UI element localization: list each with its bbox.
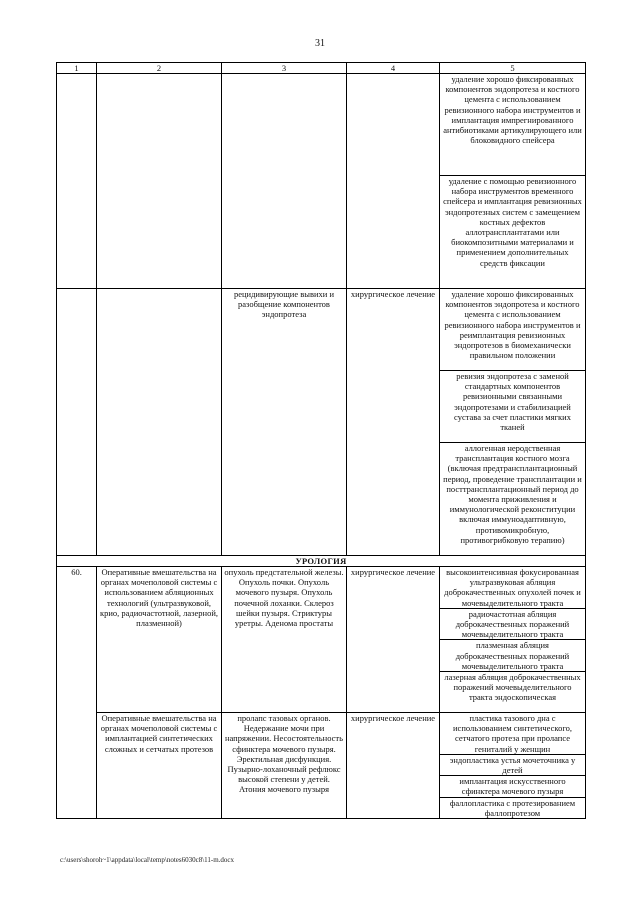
footer-file-path: c:\users\shoroh~1\appdata\local\temp\notes6030c8\11-m.docx xyxy=(60,856,235,864)
method-cell: удаление с помощью ревизионного набора инструментов временного спейсера и имплантация ревизионных эндопротезных систем с замещением костных дефектов аллотрансплантатами или биокомпозитными материалами и применением дополнительных средств фиксации xyxy=(440,176,586,289)
method-cell: удаление хорошо фиксированных компонентов эндопротеза и костного цемента с использованием ревизионного набора инструментов и реимплантация ревизионных эндопротезов в биомеханически правильном положении xyxy=(440,289,586,371)
page-number: 31 xyxy=(315,38,325,49)
table-row xyxy=(57,289,586,371)
method-cell: пластика тазового дна с использованием синтетического, сетчатого протеза при пролапсе гениталий у женщин xyxy=(440,713,586,755)
method-cell: радиочастотная абляция доброкачественных поражений мочевыделительного тракта xyxy=(440,608,586,640)
table-row xyxy=(57,567,586,609)
diagnosis-cell: пролапс тазовых органов. Недержание мочи при напряжении. Несостоятельность сфинктера мочевого пузыря. Эректильная дисфункция. Пузырно-лоханочный рефлюкс высокой степени у детей. Атония мочевого пузыря xyxy=(222,713,347,819)
treatment-cell: хирургическое лечение xyxy=(347,567,440,713)
row-number-cell: 60. xyxy=(57,567,97,819)
section-title-urology: УРОЛОГИЯ xyxy=(57,556,586,567)
method-cell: эндопластика устья мочеточника у детей xyxy=(440,754,586,775)
intervention-name-cell: Оперативные вмешательства на органах мочеполовой системы с использованием абляционных технологий (ультразвуковой, крио, радиочастотной, лазерной, плазменной) xyxy=(97,567,222,713)
method-cell: высокоинтенсивная фокусированная ультразвуковая абляция доброкачественных опухолей почек и мочевыделительного тракта xyxy=(440,567,586,609)
diagnosis-cell: опухоль предстательной железы. Опухоль почки. Опухоль мочевого пузыря. Опухоль почечной лоханки. Склероз шейки пузыря. Стриктуры уретры. Аденома простаты xyxy=(222,567,347,713)
blank-cell xyxy=(57,289,97,556)
method-cell: ревизия эндопротеза с заменой стандартных компонентов ревизионными связанными эндопротезами и стабилизацией сустава за счет пластики мягких тканей xyxy=(440,371,586,443)
intervention-name-cell: Оперативные вмешательства на органах мочеполовой системы с имплантацией синтетических сложных и сетчатых протезов xyxy=(97,713,222,819)
section-row xyxy=(57,556,586,567)
header-col-2: 2 xyxy=(97,63,222,74)
header-col-4: 4 xyxy=(347,63,440,74)
treatment-cell: хирургическое лечение xyxy=(347,713,440,819)
method-cell: аллогенная неродственная трансплантация костного мозга (включая предтрансплантационный период, проведение трансплантации и посттрансплантационный период до момента приживления и иммунологической реконституции включая иммуноадаптивную, противомикробную, противогрибковую терапию) xyxy=(440,443,586,556)
table-header-row xyxy=(57,63,586,74)
header-col-3: 3 xyxy=(222,63,347,74)
blank-cell xyxy=(347,74,440,289)
method-cell: удаление хорошо фиксированных компонентов эндопротеза и костного цемента с использованием ревизионного набора инструментов и имплантация импрегнированного антибиотиками артикулирующего или блоковидного спейсера xyxy=(440,74,586,176)
method-cell: плазменная абляция доброкачественных поражений мочевыделительного тракта xyxy=(440,640,586,672)
header-col-1: 1 xyxy=(57,63,97,74)
treatment-cell: хирургическое лечение xyxy=(347,289,440,556)
diagnosis-cell: рецидивирующие вывихи и разобщение компонентов эндопротеза xyxy=(222,289,347,556)
blank-cell xyxy=(97,74,222,289)
document-table xyxy=(56,62,586,819)
table-row xyxy=(57,74,586,176)
method-cell: лазерная абляция доброкачественных поражений мочевыделительного тракта эндоскопическая xyxy=(440,672,586,713)
method-cell: имплантация искусственного сфинктера мочевого пузыря xyxy=(440,776,586,797)
blank-cell xyxy=(222,74,347,289)
method-cell: фаллопластика с протезированием фаллопротезом xyxy=(440,797,586,818)
table-row xyxy=(57,713,586,755)
header-col-5: 5 xyxy=(440,63,586,74)
blank-cell xyxy=(97,289,222,556)
blank-cell xyxy=(57,74,97,289)
